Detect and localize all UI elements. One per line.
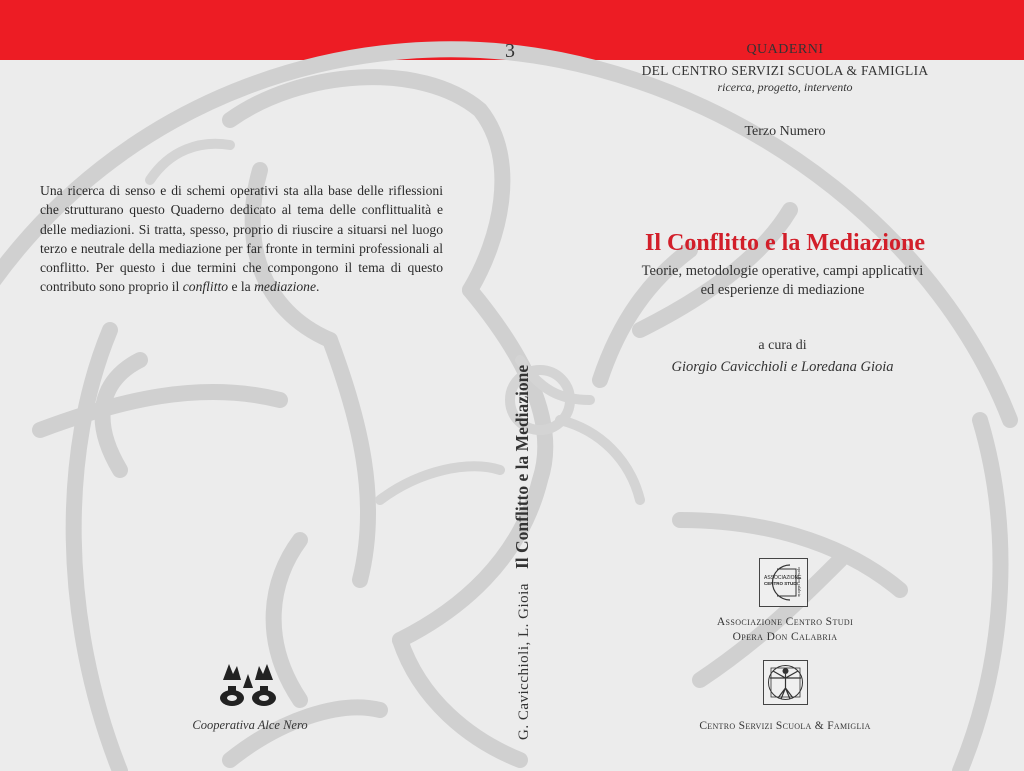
issue-label: Terzo Numero [744, 124, 826, 139]
centro-studi-logo-icon [760, 559, 807, 606]
logo-text-b: CENTRO STUDI [764, 581, 798, 586]
spine-title: Il Conflitto e la Mediazione [512, 364, 532, 570]
blurb-text-end: . [316, 279, 320, 295]
blurb-text: Una ricerca di senso e di schemi operativi sta alla base delle riflessioni che strutturano questo Quaderno dedicato al tema delle conflittualità e delle mediazioni. Si tratta, spesso, proprio di riuscire a situarsi nel luogo terzo e neutrale della mediazione per far fronte in termini professionali al conflitto. Per questo i due termini che compongono il tema di questo contributo sono proprio il [40, 183, 443, 295]
series-line-2: DEL CENTRO SERVIZI SCUOLA & FAMIGLIA [641, 63, 929, 78]
centro-servizi-name: Centro Servizi Scuola & Famiglia [699, 720, 871, 732]
series-line-1: QUADERNI [746, 42, 824, 57]
logo-text-a: ASSOCIAZIONE [764, 575, 802, 581]
subtitle-line-2: ed esperienze di mediazione [700, 282, 865, 298]
centro-studi-logo [759, 558, 808, 607]
book-subtitle [600, 262, 965, 300]
spine-text [512, 365, 533, 740]
alce-nero-logo [215, 660, 281, 708]
blurb-emphasis-conflitto: conflitto [182, 279, 229, 295]
book-title: Il Conflitto e la Mediazione [645, 230, 925, 256]
book-authors: Giorgio Cavicchioli e Loredana Gioia [671, 359, 894, 375]
association-line-1: Associazione Centro Studi [716, 616, 854, 628]
curated-by-label: a cura di [758, 338, 807, 353]
series-line-3: ricerca, progetto, intervento [717, 80, 853, 94]
vitruvian-man-icon [764, 661, 807, 704]
association-name [680, 615, 890, 645]
blurb-emphasis-mediazione: mediazione [254, 279, 317, 295]
vitruvian-logo [763, 660, 808, 705]
blurb-text-mid: e la [228, 279, 255, 295]
logo-text-c: opera don calabria [797, 567, 802, 597]
spine-authors: G. Cavicchioli, L. Gioia [516, 583, 532, 740]
subtitle-line-1: Teorie, metodologie operative, campi applicativi [641, 263, 924, 279]
publisher-name: Cooperativa Alce Nero [192, 718, 308, 732]
back-cover-blurb [40, 181, 443, 297]
association-line-2: Opera Don Calabria [732, 631, 838, 643]
issue-number: 3 [505, 40, 515, 62]
